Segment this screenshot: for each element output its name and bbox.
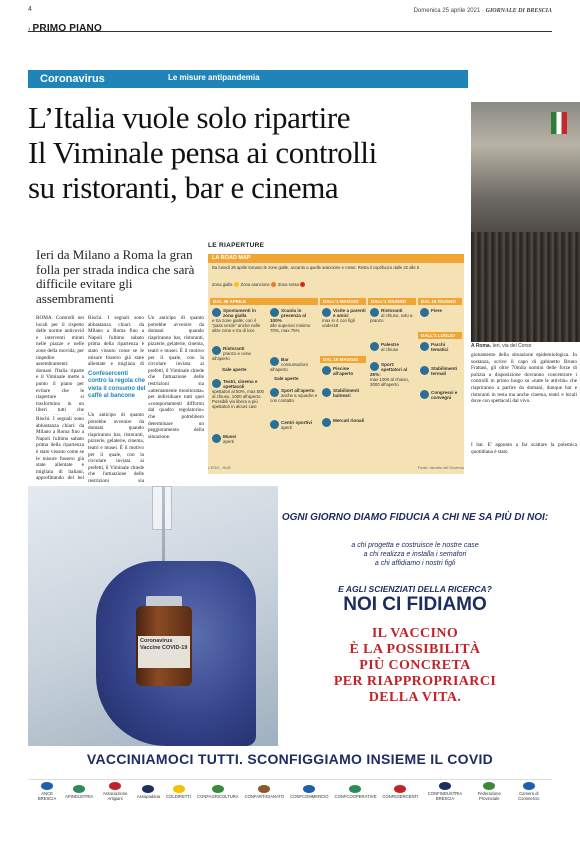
logo-label: COLDIRETTI — [166, 793, 192, 799]
theater-icon — [212, 379, 221, 388]
stage-header-jun15: DAL 15 GIUGNO — [418, 298, 462, 305]
sponsor-logo — [332, 783, 380, 801]
stage-header-may15: DAL 15 MAGGIO — [320, 356, 366, 363]
ad-banner: VACCINIAMOCI TUTTI. SCONFIGGIAMO INSIEME IL COVID — [86, 751, 494, 767]
body-column-2: Rischi. I segnali sono abbastanza chiari: da Milano a Roma fino a Napoli l'ultimo sabato prima della ripartenza è stato vissuto come se le misure fossero già state allentate e migliaia di — [88, 315, 144, 367]
page-header — [28, 6, 552, 18]
logo-mark-icon — [212, 785, 224, 793]
coffee-icon — [270, 357, 279, 366]
sponsor-logo — [242, 783, 288, 801]
zone-legend — [212, 282, 462, 287]
pool-icon — [322, 366, 331, 375]
ad-line-trust: OGNI GIORNO DIAMO FIDUCIA A CHI NE SA PIÙ DI NOI: — [281, 512, 549, 523]
ad-vaccine-3: PIÙ CONCRETA — [359, 658, 471, 673]
sponsor-logo — [163, 783, 194, 801]
ad-vaccine-4: PER RIAPPROPRIARCI — [333, 674, 497, 689]
logo-mark-icon — [41, 782, 53, 790]
ad-line-question: E AGLI SCIENZIATI DELLA RICERCA? — [338, 584, 492, 594]
logo-mark-icon — [349, 785, 361, 793]
vaccine-photo — [28, 486, 278, 746]
headline — [28, 100, 468, 205]
legend-orange: Zona arancione — [240, 282, 270, 287]
ferris-wheel-icon — [420, 342, 429, 351]
legend-red: Zona rossa — [277, 282, 299, 287]
school-icon — [270, 308, 279, 317]
cell-sport-aperto: Sport all'aperto anche a squadre e con contatto — [270, 388, 318, 403]
infographic-title: LE RIAPERTURE — [208, 242, 265, 249]
date-text: Domenica 25 aprile 2021 — [413, 8, 481, 14]
ad-line-vaccine — [278, 626, 552, 706]
logo-label: CONFESERCENTI — [382, 793, 419, 799]
photo-caption — [471, 343, 577, 349]
sponsor-logo — [32, 780, 62, 803]
ad-example-1: a chi progetta e costruisce le nostre case — [351, 542, 479, 549]
cell-congressi: Congressi e convegni — [420, 390, 462, 400]
fair-icon — [420, 308, 429, 317]
market-icon — [322, 418, 331, 427]
logo-mark-icon — [483, 782, 495, 790]
logo-label: Federazione Provinciale — [477, 791, 501, 801]
section-title — [28, 18, 552, 32]
headline-line-1: L’Italia vuole solo ripartire — [28, 100, 351, 135]
sponsor-logo — [134, 783, 163, 801]
cell-sale-aperte: Sale aperte — [222, 367, 247, 372]
ad-copy — [278, 486, 552, 746]
sponsor-logo — [194, 783, 242, 801]
cell-scuola: Scuola in presenza al 100% alle superiori minimo 70%, max 75% — [270, 308, 311, 333]
logo-label: Camera di Commercio — [518, 791, 540, 801]
stage-header-jun1: DALL'1 GIUGNO — [368, 298, 416, 305]
body-column-1b: Rischi. I segnali sono abbastanza chiari: da Milano a Roma fino a Napoli l'ultimo sabato prima della ripartenza è stato vissuto come se le misure fossero già state allentate e migliaia di italiani, approfittando del bel — [36, 416, 84, 482]
vaccine-advertisement — [28, 486, 552, 816]
roadmap-bar: LA ROAD MAP — [208, 254, 464, 263]
right-column-text — [471, 352, 577, 455]
body-column-1: ROMA. Controlli nei locali per il rispetto delle norme anticovid e interventi mirati nelle piazze e nelle zone della movida, per impedire assembramenti: domani l'Italia riparte e il Viminale mette a punto il piano per evitare che le riaperture si trasformino in un liberi tutti che — [36, 315, 84, 414]
logo-label: CONFCOOPERATIVE — [334, 793, 377, 799]
issue-date: Domenica 25 aprile 2021 · GIORNALE DI BRESCIA — [413, 8, 552, 14]
headline-line-3: su ristoranti, bar e cinema — [28, 170, 339, 205]
paper-name: GIORNALE DI BRESCIA — [485, 8, 552, 14]
section-label: PRIMO PIANO — [32, 23, 102, 34]
conference-icon — [420, 390, 429, 399]
logo-label: APINDUSTRIA — [65, 793, 94, 799]
section-arrow-icon: › — [28, 26, 31, 33]
right-column-paragraph: gionamento della situazione epidemiologica. In sostanza, scrive il capo di gabinetto Bruno Frattasi, gli oltre 70mila uomini delle forze di polizia a disposizione dovranno concentrare i controlli in primo luogo su «tutte le attività» che riapriranno a partire da domani, dunque bar e ristoranti in testa ma anche cinema, teatri e locali dove con spettacoli dal vivo. — [471, 352, 577, 405]
logo-label: Assopadana — [136, 793, 161, 799]
cell-sport-spettatori: Sport: spettatori al 25%: max 1000 al chiuso, 3000 all'aperto — [370, 362, 410, 387]
yellow-zone-icon — [234, 282, 239, 287]
ad-line-trust-us: NOI CI FIDIAMO — [343, 594, 487, 615]
kicker-subtitle: Le misure antipandemia — [168, 73, 260, 82]
ad-vaccine-5: DELLA VITA. — [368, 690, 462, 705]
photo-caption-bold: A Roma. — [471, 343, 492, 349]
logo-mark-icon — [73, 785, 85, 793]
sponsor-logo — [421, 780, 469, 803]
street-photo — [471, 102, 580, 342]
logo-mark-icon — [173, 785, 185, 793]
gym-icon — [270, 420, 279, 429]
photo-caption-text: Ieri, via del Corso — [492, 343, 532, 349]
ad-example-3: a chi affidiamo i nostri figli — [374, 560, 456, 567]
cell-ristoranti-2: Ristoranti al chiuso, solo a pranzo — [370, 308, 413, 323]
crowd-image — [471, 232, 580, 342]
restaurant-icon — [370, 308, 379, 317]
red-zone-icon — [300, 282, 305, 287]
ad-vaccine-2: È LA POSSIBILITÀ — [349, 642, 481, 657]
beach-icon — [322, 388, 331, 397]
cell-palestre: Palestre al chiuso — [370, 342, 416, 352]
logo-mark-icon — [258, 785, 270, 793]
cell-parchi-tematici: Parchi tematici — [420, 342, 462, 352]
cell-mercati: Mercati rionali — [322, 418, 366, 427]
car-icon — [212, 308, 221, 317]
kicker-tag: Coronavirus — [40, 73, 105, 85]
ad-vaccine-1: IL VACCINO — [371, 626, 459, 641]
logo-label: Associazione Artigiani — [102, 791, 128, 801]
pull-quote: Confesercenti contro la regola che vieta il consumo del caffè al bancone — [88, 371, 146, 400]
orange-zone-icon — [271, 282, 276, 287]
cell-ristoranti-1: Ristoranti pranzo e cena all'aperto — [212, 346, 251, 361]
home-icon — [322, 308, 331, 317]
right-column-paragraph-b: I bar. E' appunto a far scattare la polemica quotidiana è stato — [471, 442, 577, 455]
body-column-3: Un anticipo di quanto potrebbe avvenire da domani quando riapriranno bar, ristoranti, pizzerie, gelaterie, cinema, teatri e musei. È il motivo per il quale, con la circolare inviata ai prefetti, il Viminale chiede che l'attuazione delle restrizioni sia «attentamente monitorata» per individuare tutti quei «comportamenti difformi dal quadro regolatorio» che potrebbero determinare un peggioramento della situazione. — [148, 315, 204, 440]
body-column-2b: Un anticipo di quanto potrebbe avvenire da domani quando riapriranno bar, ristoranti, pizzerie, gelaterie, cinema, teatri e musei. È il motivo per il quale, con la circolare inviata ai prefetti, il Viminale chiede che l'attuazione delle restrizioni sia — [88, 412, 144, 482]
stadium-icon — [370, 362, 379, 371]
museum-icon — [212, 434, 221, 443]
cell-piscine: Piscine all'aperto — [322, 366, 366, 376]
logo-mark-icon — [303, 785, 315, 793]
cell-spostamenti: Spostamenti in zona gialla e tra zone gialle; con il "pass verde" anche nelle altre zone e tra di loro — [212, 308, 261, 333]
dumbbell-icon — [370, 342, 379, 351]
ad-line-examples — [278, 541, 552, 568]
sponsor-logo — [287, 783, 331, 801]
stage-header-jul1: DALL'1 LUGLIO — [418, 332, 462, 339]
logo-mark-icon — [109, 782, 121, 790]
sponsor-logo — [62, 783, 96, 801]
kicker-bar — [28, 70, 468, 88]
cell-fiere: Fiere — [420, 308, 462, 317]
sponsor-logo — [469, 780, 510, 803]
spa-icon — [420, 366, 429, 375]
italian-flag-icon — [551, 112, 567, 134]
infographic-credit: L'EGO - HUB — [208, 466, 231, 470]
cell-visite: Visite a parenti e amici max in 4 con figli under18 — [322, 308, 366, 328]
logo-label: CONFAGRICOLTURA — [197, 793, 239, 799]
cell-stabilimenti-balneari: Stabilimenti balneari — [322, 388, 366, 398]
sponsor-logos — [28, 779, 552, 803]
sponsor-logo — [510, 780, 548, 803]
vial-label: Coronavirus Vaccine COVID-19 — [138, 636, 190, 668]
sponsor-logo — [379, 783, 421, 801]
subheadline: Ieri da Milano a Roma la gran folla per strada indica che sarà difficile evitare gli assembramenti — [36, 247, 195, 306]
infographic-source: Fonte: decreto del Governo — [417, 466, 464, 470]
legend-yellow: Zona gialla — [212, 282, 233, 287]
stage-header-apr26: DAL 26 APRILE — [210, 298, 318, 305]
sponsor-logo — [96, 780, 134, 803]
cell-musei: Musei aperti — [212, 434, 266, 444]
cell-bar: Bar consumazioni all'aperto — [270, 357, 308, 372]
roadmap-description: Da lunedì 26 aprile tornano le zone gialle, accanto a quelle arancione e rosse. Resta il coprifuoco dalle 22 alle 5 — [212, 265, 420, 270]
sport-icon — [270, 388, 279, 397]
cell-teatri: Teatri, cinema e spettacoli spettatori al 50%, max 500 al chiuso, 1000 all'aperto. Possibili via libera a più spettatori in alcuni casi — [212, 379, 264, 409]
cell-centri-sportivi: Centri sportivi aperti — [270, 420, 318, 430]
cell-termali: Stabilimenti termali — [420, 366, 462, 376]
logo-label: CONFCOMMERCIO — [290, 793, 329, 799]
ad-example-2: a chi realizza e installa i semafori — [363, 551, 467, 558]
restaurant-icon — [212, 346, 221, 355]
stage-header-may1: DALL'1 MAGGIO — [320, 298, 366, 305]
logo-label: CONFARTIGIANATO — [244, 793, 285, 799]
cell-sale-aperte-2: Sale aperte — [274, 376, 299, 381]
logo-label: ANCE BRESCIA — [37, 791, 57, 801]
logo-mark-icon — [523, 782, 535, 790]
logo-mark-icon — [439, 782, 451, 790]
logo-mark-icon — [394, 785, 406, 793]
reopening-infographic — [208, 242, 464, 478]
page-number: 4 — [28, 6, 32, 13]
headline-line-2: Il Viminale pensa ai controlli — [28, 135, 377, 170]
infographic-panel — [208, 254, 464, 474]
logo-label: CONFINDUSTRIA BRESCIA — [427, 791, 463, 801]
logo-mark-icon — [142, 785, 154, 793]
